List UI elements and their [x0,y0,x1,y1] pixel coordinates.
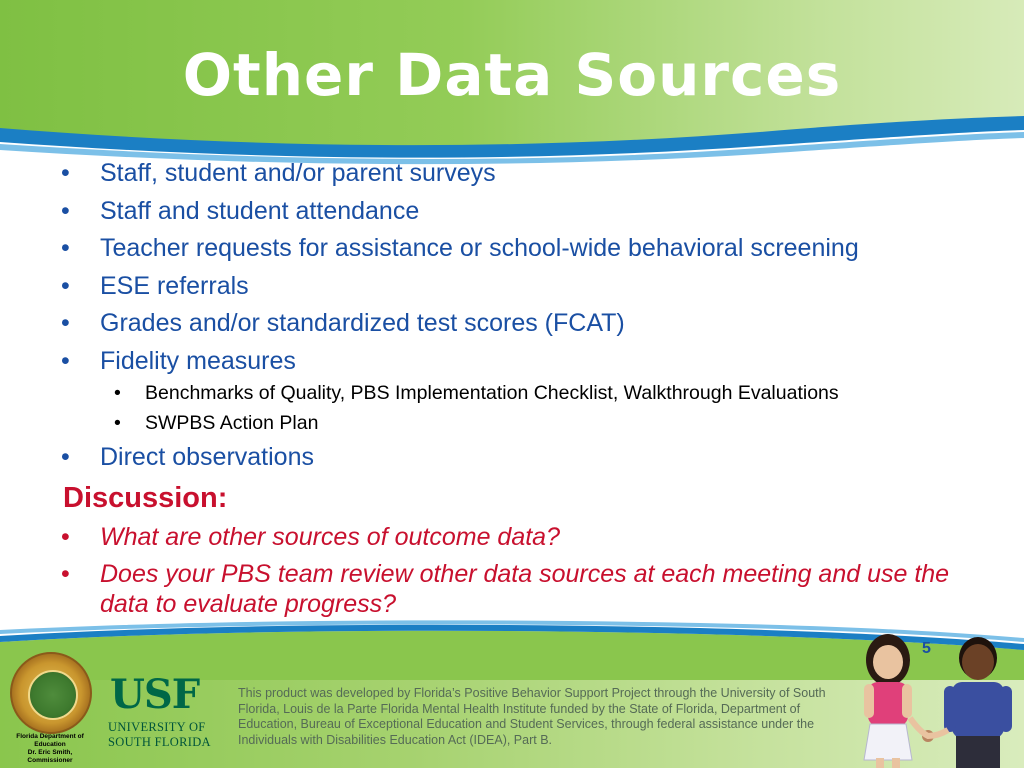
bullet-item: • Direct observations [55,442,985,472]
sub-bullet-item: • SWPBS Action Plan [100,411,985,435]
bullet-item: • Grades and/or standardized test scores (FCAT) [55,308,985,338]
discussion-question: • What are other sources of outcome data? [55,522,985,552]
bullet-item: • ESE referrals [55,271,985,301]
children-photo-icon [840,632,1024,768]
fldoe-caption [6,733,94,765]
usf-name [108,720,218,750]
usf-name-line-2: SOUTH FLORIDA [108,735,211,749]
discussion-list [55,522,985,619]
seal-center [28,670,78,720]
state-seal-icon [10,652,92,734]
slide-title: Other Data Sources [182,41,842,109]
bullet-item [55,346,985,435]
discussion-heading: Discussion: [63,481,228,514]
bullet-item: • Staff and student attendance [55,196,985,226]
bullet-item: • Staff, student and/or parent surveys [55,158,985,188]
fldoe-line-2: Dr. Eric Smith, Commissioner [27,749,73,764]
bullet-item-text: Fidelity measures [100,346,296,375]
usf-name-line-1: UNIVERSITY OF [108,720,206,734]
bullet-list [55,158,985,472]
slide-content [55,158,985,626]
page-number: 5 [922,640,931,657]
bullet-item: • Teacher requests for assistance or school-wide behavioral screening [55,233,985,263]
sub-bullet-item: • Benchmarks of Quality, PBS Implementation Checklist, Walkthrough Evaluations [100,381,985,405]
usf-logo-icon: USF [110,671,200,718]
fldoe-line-1: Florida Department of Education [16,733,84,748]
funding-disclaimer: This product was developed by Florida’s Positive Behavior Support Project through the University of South Florida, Louis de la Parte Florida Mental Health Institute funded by the State of Florida, Department of Education, Bureau of Exceptional Education and Student Services, through federal assistance under the Individuals with Disabilities Education Act (IDEA), Part B. [238,686,826,747]
sub-bullet-list [100,381,985,435]
discussion-question: • Does your PBS team review other data sources at each meeting and use the data to evaluate progress? [55,559,985,619]
